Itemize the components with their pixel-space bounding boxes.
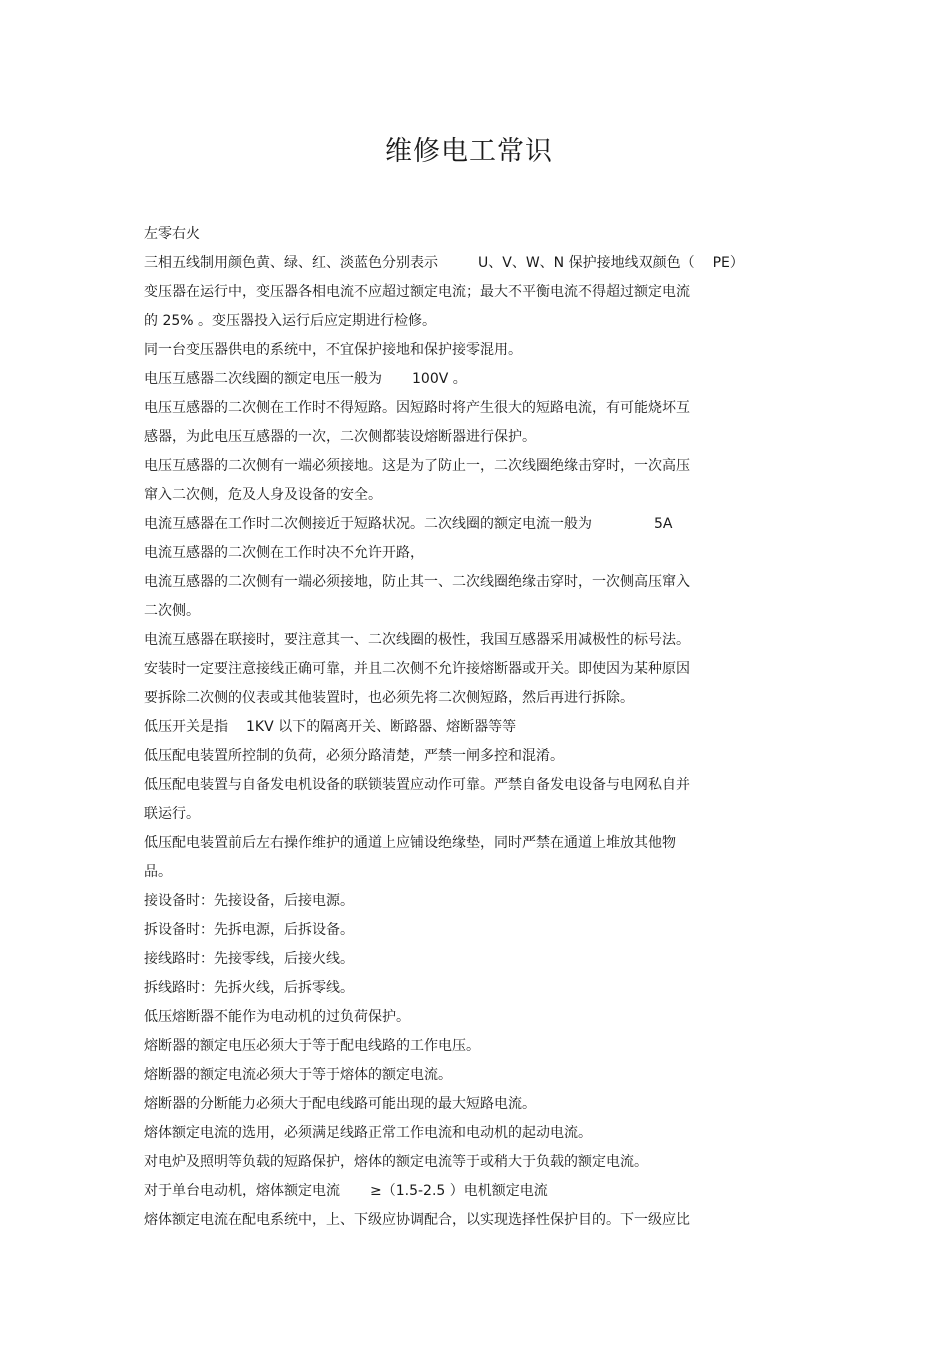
line-text: 感器，为此电压互感器的一次，二次侧都装设熔断器进行保护。 — [144, 429, 536, 445]
text-line — [144, 800, 794, 829]
line-text: 电压互感器的二次侧有一端必须接地。这是为了防止一，二次线圈绝缘击穿时，一次高压 — [144, 458, 690, 474]
line-text: U、V、W、N 保护接地线双颜色（ — [478, 255, 695, 271]
text-line — [144, 510, 794, 539]
text-line — [144, 1177, 794, 1206]
text-line — [144, 974, 794, 1003]
line-text: 电流互感器的二次侧有一端必须接地，防止其一、二次线圈绝缘击穿时，一次侧高压窜入 — [144, 574, 690, 590]
line-text: 对电炉及照明等负载的短路保护，熔体的额定电流等于或稍大于负载的额定电流。 — [144, 1154, 648, 1170]
line-text: PE） — [712, 255, 744, 271]
line-text: 窜入二次侧，危及人身及设备的安全。 — [144, 487, 382, 503]
line-text: 要拆除二次侧的仪表或其他装置时，也必须先将二次侧短路，然后再进行拆除。 — [144, 690, 634, 706]
line-text: 熔断器的分断能力必须大于配电线路可能出现的最大短路电流。 — [144, 1096, 536, 1112]
text-line — [144, 307, 794, 336]
text-line — [144, 771, 794, 800]
line-text: 电流互感器在工作时二次侧接近于短路状况。二次线圈的额定电流一般为 — [144, 516, 592, 532]
line-text: 低压配电装置与自备发电机设备的联锁装置应动作可靠。严禁自备发电设备与电网私自并 — [144, 777, 690, 793]
text-line — [144, 858, 794, 887]
text-line — [144, 887, 794, 916]
line-text: ≥（1.5-2.5 ）电机额定电流 — [370, 1183, 548, 1199]
line-text: 熔断器的额定电流必须大于等于熔体的额定电流。 — [144, 1067, 452, 1083]
text-line — [144, 481, 794, 510]
text-line — [144, 713, 794, 742]
text-line — [144, 945, 794, 974]
text-line — [144, 1061, 794, 1090]
text-line — [144, 597, 794, 626]
line-text: 电流互感器在联接时，要注意其一、二次线圈的极性，我国互感器采用减极性的标号法。 — [144, 632, 690, 648]
document-body — [144, 220, 794, 1235]
text-line — [144, 336, 794, 365]
line-text: 电压互感器的二次侧在工作时不得短路。因短路时将产生很大的短路电流，有可能烧坏互 — [144, 400, 690, 416]
line-text: 联运行。 — [144, 806, 200, 822]
text-line — [144, 684, 794, 713]
text-line — [144, 916, 794, 945]
line-text: 低压配电装置前后左右操作维护的通道上应铺设绝缘垫，同时严禁在通道上堆放其他物 — [144, 835, 676, 851]
line-text: 接设备时：先接设备，后接电源。 — [144, 893, 354, 909]
text-line — [144, 278, 794, 307]
line-text: 电流互感器的二次侧在工作时决不允许开路， — [144, 545, 424, 561]
text-line — [144, 655, 794, 684]
line-text: 熔体额定电流的选用，必须满足线路正常工作电流和电动机的起动电流。 — [144, 1125, 592, 1141]
line-text: 的 25% 。变压器投入运行后应定期进行检修。 — [144, 313, 437, 329]
line-text: 三相五线制用颜色黄、绿、红、淡蓝色分别表示 — [144, 255, 438, 271]
line-text: 拆线路时：先拆火线，后拆零线。 — [144, 980, 354, 996]
line-text: 低压熔断器不能作为电动机的过负荷保护。 — [144, 1009, 410, 1025]
line-text: 同一台变压器供电的系统中，不宜保护接地和保护接零混用。 — [144, 342, 522, 358]
line-text: 1KV 以下的隔离开关、断路器、熔断器等等 — [246, 719, 517, 735]
line-text: 安装时一定要注意接线正确可靠，并且二次侧不允许接熔断器或开关。即使因为某种原因 — [144, 661, 690, 677]
text-line — [144, 1206, 794, 1235]
line-text: 低压开关是指 — [144, 719, 228, 735]
text-line — [144, 220, 794, 249]
text-line — [144, 1032, 794, 1061]
line-text: 接线路时：先接零线，后接火线。 — [144, 951, 354, 967]
line-text: 熔断器的额定电压必须大于等于配电线路的工作电压。 — [144, 1038, 480, 1054]
text-line — [144, 249, 794, 278]
text-line — [144, 568, 794, 597]
text-line — [144, 1148, 794, 1177]
text-line — [144, 365, 794, 394]
line-text: 100V 。 — [412, 371, 467, 387]
line-text: 5A — [654, 516, 673, 532]
line-text: 低压配电装置所控制的负荷，必须分路清楚，严禁一闸多控和混淆。 — [144, 748, 564, 764]
line-text: 对于单台电动机，熔体额定电流 — [144, 1183, 340, 1199]
text-line — [144, 1090, 794, 1119]
line-text: 品。 — [144, 864, 172, 880]
line-text: 左零右火 — [144, 226, 200, 242]
line-text: 熔体额定电流在配电系统中，上、下级应协调配合，以实现选择性保护目的。下一级应比 — [144, 1212, 690, 1228]
text-line — [144, 423, 794, 452]
text-line — [144, 539, 794, 568]
line-text: 变压器在运行中，变压器各相电流不应超过额定电流；最大不平衡电流不得超过额定电流 — [144, 284, 690, 300]
line-text: 电压互感器二次线圈的额定电压一般为 — [144, 371, 382, 387]
line-text: 拆设备时：先拆电源，后拆设备。 — [144, 922, 354, 938]
text-line — [144, 742, 794, 771]
document-title: 维修电工常识 — [385, 136, 553, 167]
line-text: 二次侧。 — [144, 603, 200, 619]
text-line — [144, 1119, 794, 1148]
text-line — [144, 829, 794, 858]
text-line — [144, 626, 794, 655]
text-line — [144, 452, 794, 481]
text-line — [144, 1003, 794, 1032]
text-line — [144, 394, 794, 423]
